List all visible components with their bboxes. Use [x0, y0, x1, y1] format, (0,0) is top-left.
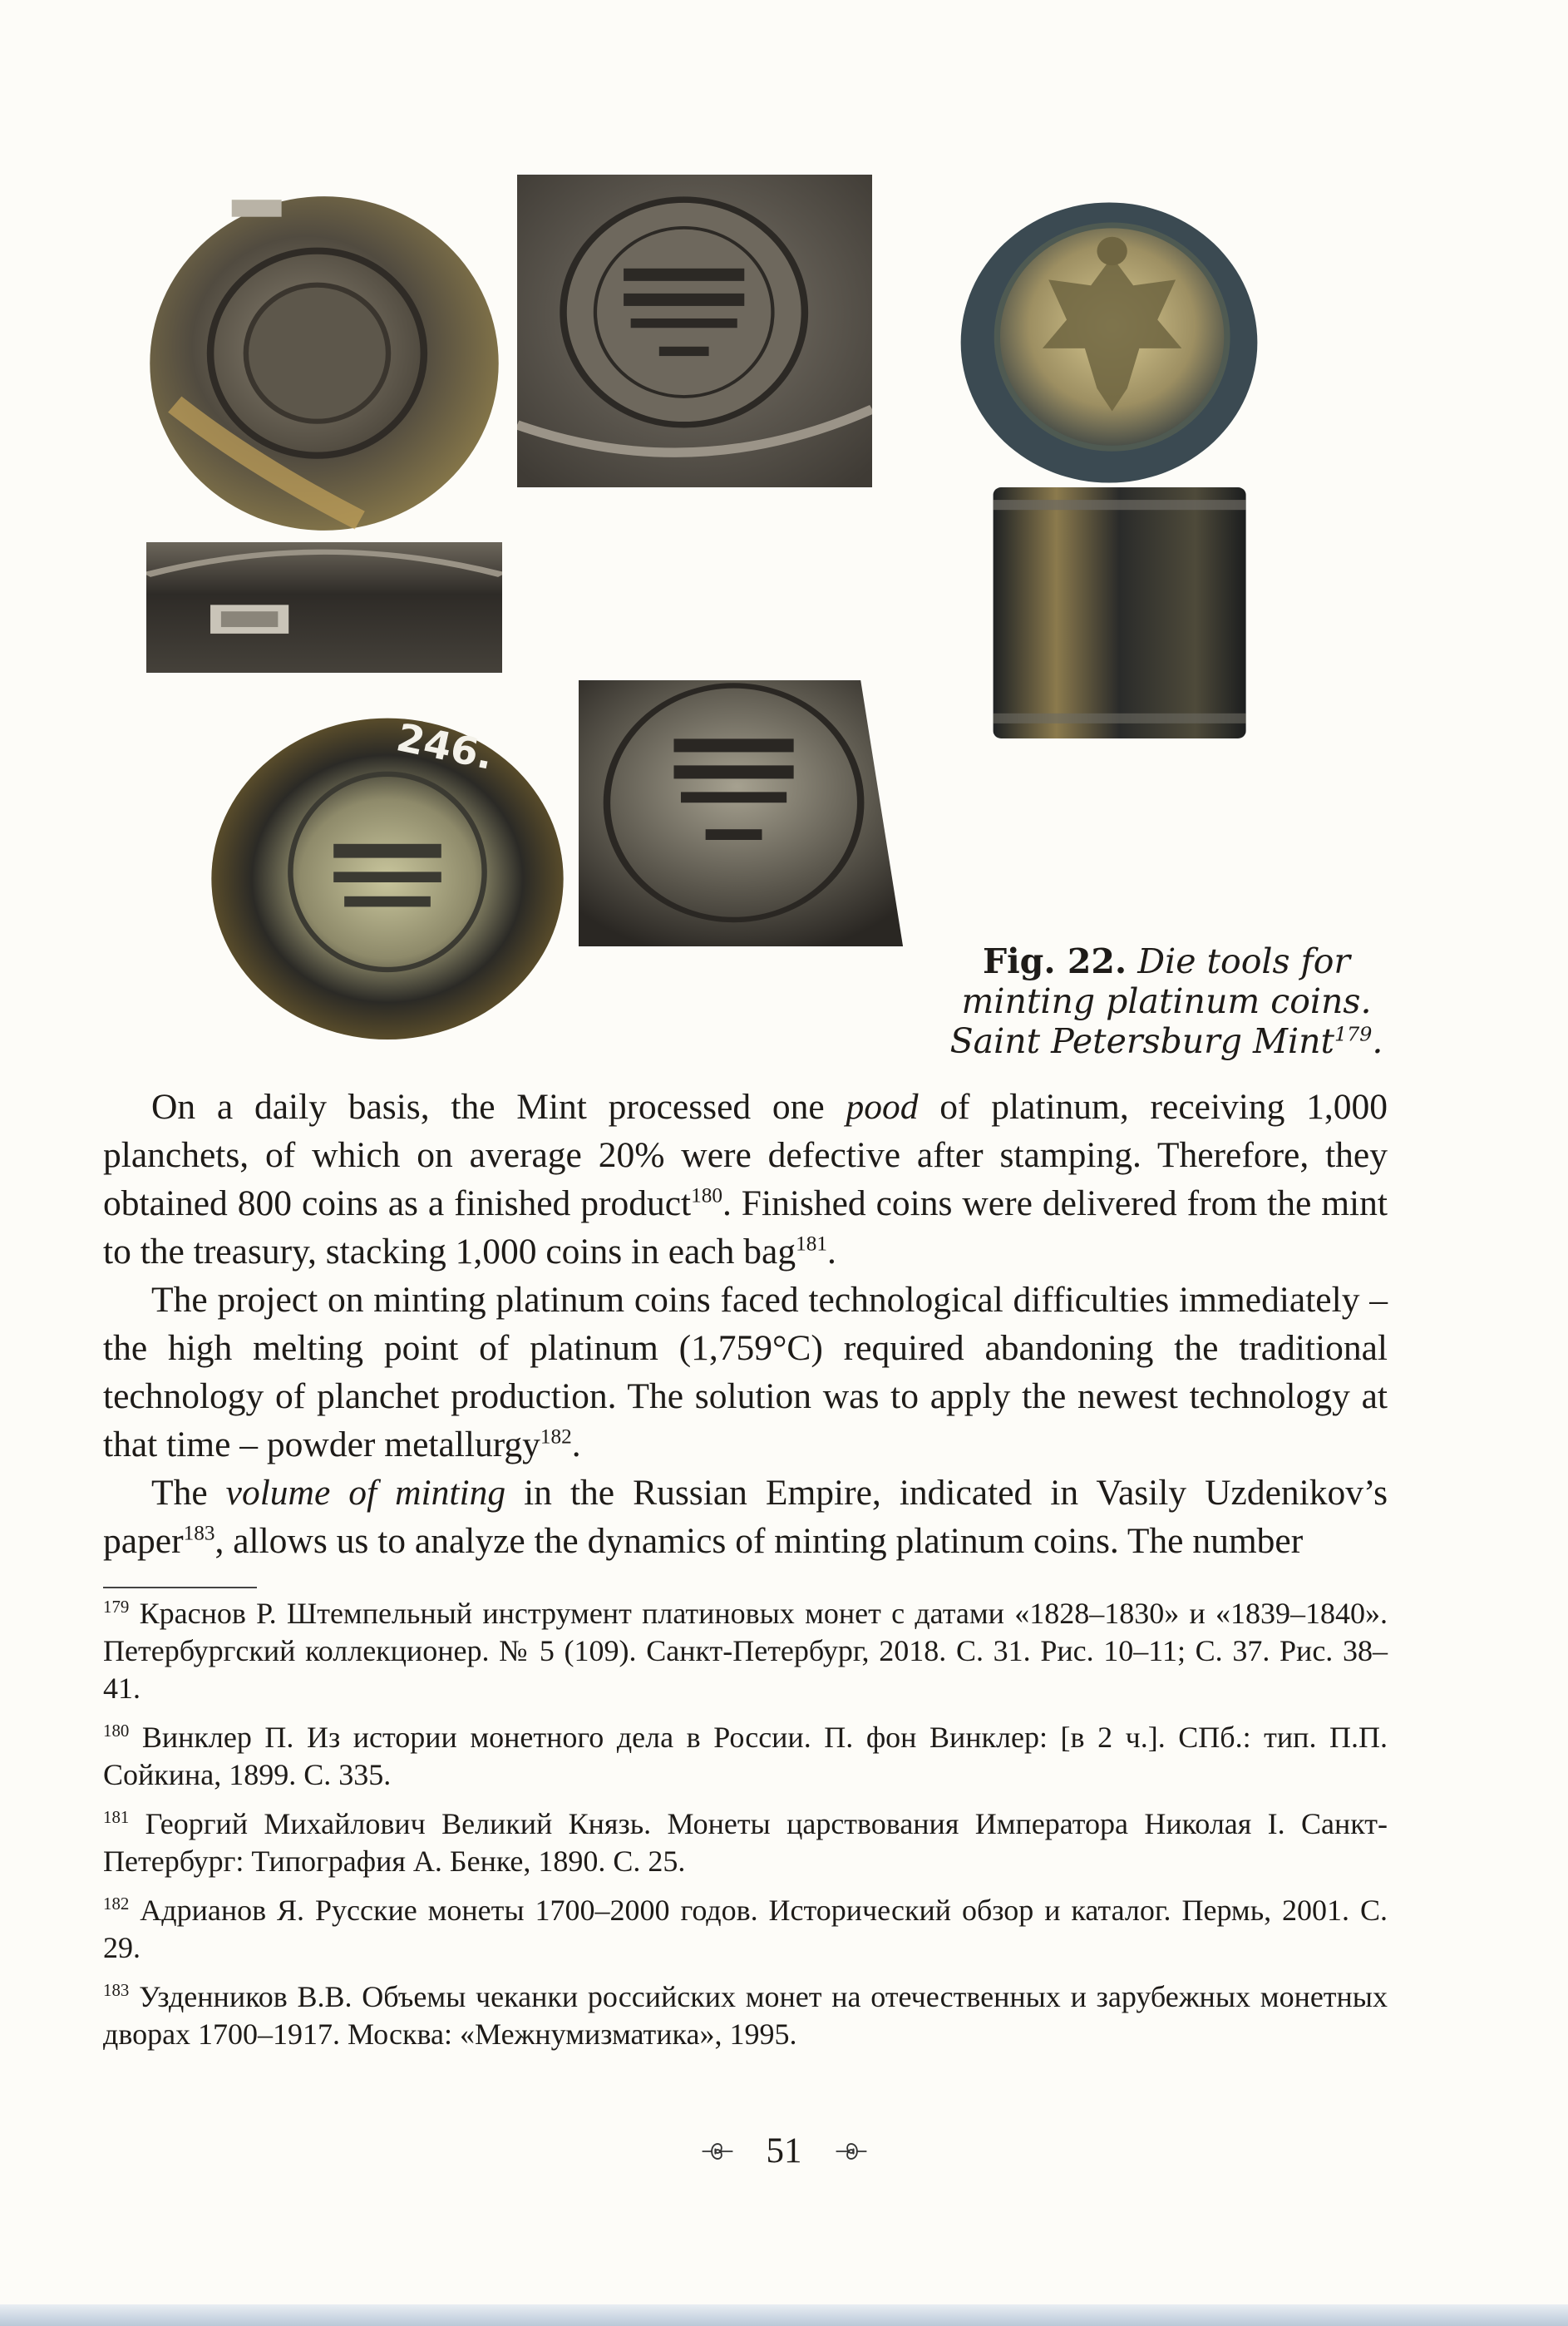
die-photo-middle-left — [146, 542, 502, 673]
die-photo-top-center — [517, 175, 872, 487]
page-footer — [0, 2131, 1568, 2171]
page-number: 51 — [766, 2131, 802, 2170]
scan-edge — [0, 2304, 1568, 2326]
paragraph-1: On a daily basis, the Mint processed one pood of platinum, receiving 1,000 planchets, of which on average 20% were defective after stamping. Therefore, they obtained 800 coins as a finished product$^{180}$. Finished coins were delivered from the mint to the treasury, stacking 1,000 coins in each bag$^{181}$. — [103, 1087, 1388, 1272]
fleuron-left-icon — [698, 2132, 737, 2170]
die-photo-top-right — [958, 200, 1260, 486]
footnote-ref-179[interactable]: 179 — [1334, 1022, 1373, 1046]
handwritten-die-number: 246. — [392, 715, 498, 779]
footnote-179: $^{179}$ Краснов Р. Штемпельный инструмент платиновых монет с датами «1828–1830» и «1839–1840». Петербургский коллекционер. № 5 (109). Санкт-Петербург, 2018. С. 31. Рис. 10–11; С. 37. Рис. 38–41. — [103, 1597, 1388, 1705]
footnote-180: $^{180}$ Винклер П. Из истории монетного дела в России. П. фон Винклер: [в 2 ч.]. СПб.: тип. П.П. Сойкина, 1899. С. 335. — [103, 1721, 1388, 1791]
paragraph-3: The volume of minting in the Russian Empire, indicated in Vasily Uzdenikov’s paper$^{183}$, allows us to analyze the dynamics of minting platinum coins. The number — [103, 1473, 1388, 1561]
die-photo-bottom-center — [579, 680, 931, 946]
figure-caption: Fig. 22. Die tools for minting platinum coins. Saint Petersburg Mint$^{179}$. — [949, 941, 1383, 1061]
footnote-181: $^{181}$ Георгий Михайлович Великий Князь. Монеты царствования Императора Николая I. Санкт-Петербург: Типография А. Бенке, 1890. С. 25. — [103, 1807, 1388, 1878]
footnotes — [103, 1595, 1388, 2065]
die-photo-bottom-left — [208, 690, 567, 1040]
footnote-ref-180[interactable]: 180 — [691, 1184, 722, 1207]
figure-caption-text: Die tools for minting platinum coins. Saint Petersburg Mint — [949, 941, 1372, 1061]
footnote-divider — [103, 1587, 257, 1588]
fleuron-right-icon — [832, 2132, 870, 2170]
footnote-ref-183[interactable]: 183 — [183, 1522, 215, 1545]
footnote-183: $^{183}$ Узденников В.В. Объемы чеканки российских монет на отечественных и зарубежных монетных дворах 1700–1917. Москва: «Межнумизматика», 1995. — [103, 1980, 1388, 2051]
footnote-182: $^{182}$ Адрианов Я. Русские монеты 1700–2000 годов. Исторический обзор и каталог. Пермь, 2001. С. 29. — [103, 1894, 1388, 1964]
die-photo-top-left — [146, 193, 502, 534]
paragraph-2: The project on minting platinum coins faced technological difficulties immediately – the high melting point of platinum (1,759°C) required abandoning the traditional technology of planchet production. The solution was to apply the newest technology at that time – powder metallurgy$^{182}$. — [103, 1280, 1388, 1464]
die-photo-middle-right — [985, 487, 1251, 738]
body-text — [103, 1083, 1388, 1565]
footnote-ref-182[interactable]: 182 — [540, 1425, 572, 1449]
footnote-ref-181[interactable]: 181 — [796, 1232, 827, 1256]
figure-label: Fig. 22. — [982, 941, 1127, 981]
